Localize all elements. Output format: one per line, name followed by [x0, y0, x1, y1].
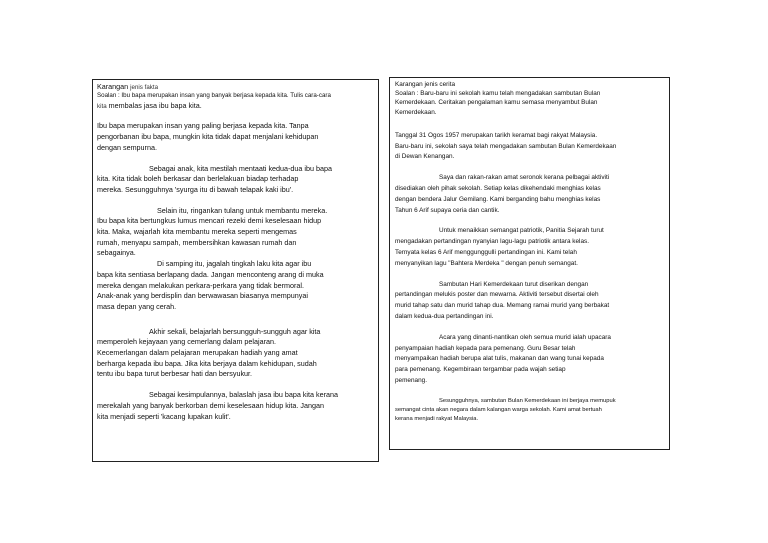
paragraph: [97, 390, 374, 422]
text-line: Sesungguhnya, sambutan Bulan Kemerdekaan ini berjaya memupuk: [439, 397, 616, 404]
text-line: bapa kita sentiasa berlapang dada. Jangan menconteng arang di muka: [97, 269, 324, 279]
text-line: Anak-anak yang berdisplin dan berwawasan biasanya mempunyai: [97, 291, 308, 301]
paragraph: [395, 131, 664, 163]
text-line: dengan sempurna.: [97, 142, 157, 152]
text-line: kita. Kita tidak boleh berkasar dan berlelakuan biadap terhadap: [97, 174, 299, 184]
text-line: Saya dan rakan-rakan amat seronok kerana pelbagai aktiviti: [439, 174, 610, 182]
text-line: para pemenang. Kegembiraan tergambar pada wajah setiap: [395, 366, 566, 374]
paragraph: [97, 259, 374, 313]
paragraph: [97, 327, 374, 381]
paragraph: [395, 173, 664, 216]
paragraph: [97, 121, 374, 153]
text-line: pemenang.: [395, 376, 427, 384]
text-line: berharga kepada ibu bapa. Jika kita berjaya dalam kehidupan, sudah: [97, 358, 317, 368]
paragraph: [395, 333, 664, 387]
text-line: Soalan : Baru-baru ini sekolah kamu telah mengadakan sambutan Bulan: [395, 90, 601, 98]
text-line: Kecemerlangan dalam pelajaran merupakan hadiah yang amat: [97, 348, 298, 358]
text-line: Selain itu, ringankan tulang untuk membantu mereka.: [157, 205, 328, 215]
text-line: Sebagai kesimpulannya, balaslah jasa ibu bapa kita kerana: [149, 390, 338, 400]
text-line: semangat cinta akan negara dalam kalangan warga sekolah. Kami amat bertuah: [395, 406, 602, 413]
paragraph: [395, 397, 664, 424]
text-line: dalam kedua-dua pertandingan ini.: [395, 312, 494, 320]
text-line: memperoleh kejayaan yang cemerlang dalam pelajaran.: [97, 337, 276, 347]
text-line: Sebagai anak, kita mestilah mentaati kedua-dua ibu bapa: [149, 163, 333, 173]
text-line: masa depan yang cerah.: [97, 301, 177, 311]
text-line: kita. Maka, wajarlah kita membantu mereka seperti mengemas: [97, 227, 297, 237]
essay-box-fakta: [92, 79, 379, 462]
text-line: Baru-baru ini, sekolah saya telah mengadakan sambutan Bulan Kemerdekaan: [395, 142, 617, 150]
paragraph: [97, 206, 374, 260]
text-line: Di samping itu, jagalah tingkah laku kita agar ibu: [157, 259, 312, 269]
question-line-2: [97, 101, 374, 111]
text-line: Sambutan Hari Kemerdekaan turut diserikan dengan: [439, 280, 589, 288]
essay-title: Karangan jenis cerita: [395, 81, 456, 88]
text-line: kerana menjadi rakyat Malaysia.: [395, 415, 479, 422]
text-line: dengan bendera Jalur Gemilang. Kami berganding bahu menghias kelas: [395, 195, 601, 203]
text-line: Tanggal 31 Ogos 1957 merupakan tarikh keramat bagi rakyat Malaysia.: [395, 131, 598, 139]
text-line: Acara yang dinanti-nantikan oleh semua murid ialah upacara: [439, 333, 611, 341]
title-type: jenis fakta: [130, 84, 159, 91]
text-line: Ternyata kelas 6 Arif menggunggulli pertandingan ini. Kami telah: [395, 248, 577, 256]
question: [395, 89, 664, 117]
paragraph: [395, 280, 664, 323]
text-line: rumah, menyapu sampah, membersihkan kawasan rumah dan: [97, 237, 297, 247]
text-line: Kemerdekaan. Ceritakan pengalaman kamu semasa menyambut Bulan: [395, 99, 598, 107]
question-word: kita: [97, 103, 107, 110]
text-line: Ibu bapa merupakan insan yang paling berjasa kepada kita. Tanpa: [97, 121, 309, 131]
text-line: penyampaian hadiah kepada para pemenang. Guru Besar telah: [395, 344, 576, 352]
text-line: tentu ibu bapa turut berbesar hati dan bersyukur.: [97, 369, 253, 379]
question-text: membalas jasa ibu bapa kita.: [108, 101, 202, 110]
text-line: Untuk menaikkan semangat patriotik, Panitia Sejarah turut: [439, 227, 604, 235]
text-line: mereka. Sesungguhnya 'syurga itu di bawah telapak kaki ibu'.: [97, 184, 294, 194]
text-line: Ibu bapa kita bertungkus lumus mencari rezeki demi keselesaan hidup: [97, 216, 322, 226]
text-line: pertandingan melukis poster dan mewarna. Aktiviti tersebut disertai oleh: [395, 291, 599, 299]
essay-box-cerita: [389, 77, 670, 450]
text-line: kita menjadi seperti 'kacang lupakan kulit'.: [97, 411, 231, 421]
text-line: merekalah yang banyak berkorban demi keselesaan hidup kita. Jangan: [97, 400, 324, 410]
text-line: Akhir sekali, belajarlah bersungguh-sungguh agar kita: [149, 326, 321, 336]
paragraph: [395, 226, 664, 269]
text-line: Tahun 6 Arif supaya ceria dan cantik.: [395, 206, 500, 214]
text-line: sebagainya.: [97, 248, 136, 258]
question-line: Soalan : Ibu bapa merupakan insan yang banyak berjasa kepada kita. Tulis cara-cara: [97, 92, 331, 100]
essay-title: [97, 82, 374, 92]
text-line: disediakan oleh pihak sekolah. Setiap kelas dikehendaki menghias kelas: [395, 185, 601, 192]
text-line: murid tahap satu dan murid tahap dua. Memang ramai murid yang berbakat: [395, 302, 610, 310]
text-line: menyampaikan hadiah berupa alat tulis, makanan dan wang tunai kepada: [395, 355, 604, 363]
text-line: mengadakan pertandingan nyanyian lagu-lagu patriotik antara kelas.: [395, 238, 589, 246]
text-line: pengorbanan ibu bapa, mungkin kita tidak dapat menjalani kehidupan: [97, 132, 319, 142]
text-line: mereka dengan melakukan perkara-perkara yang tidak bermoral.: [97, 280, 304, 290]
text-line: di Dewan Kenangan.: [395, 153, 455, 161]
paragraph: [97, 164, 374, 196]
title-label: Karangan: [97, 82, 129, 91]
text-line: Kemerdekaan.: [395, 108, 437, 116]
text-line: menyanyikan lagu "Bahtera Merdeka " dengan penuh semangat.: [395, 259, 578, 267]
